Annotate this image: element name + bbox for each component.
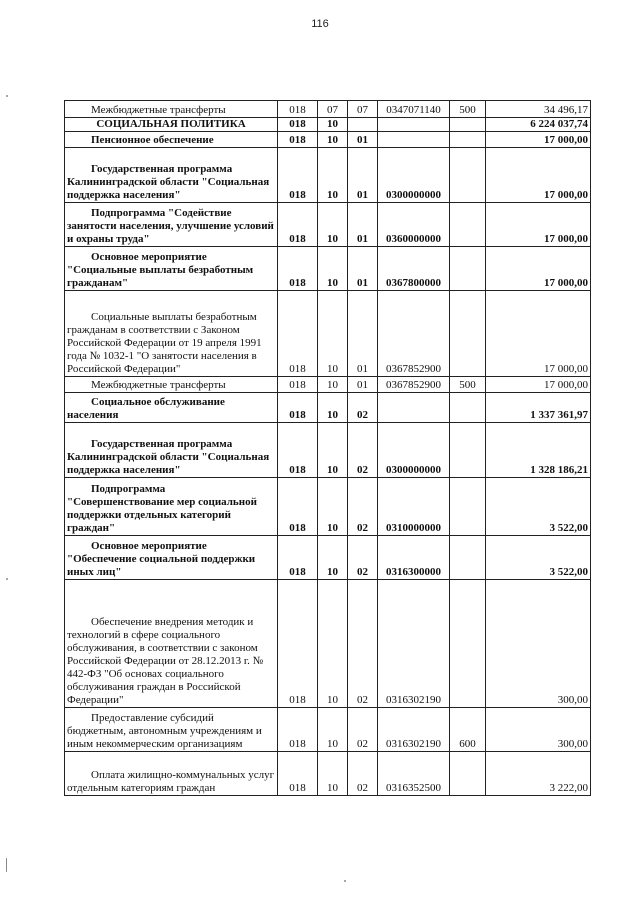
row-name: Межбюджетные трансферты xyxy=(65,377,278,393)
budget-table xyxy=(64,100,591,796)
row-amount: 17 000,00 xyxy=(486,132,591,148)
row-adm: 018 xyxy=(278,478,318,536)
row-amount: 1 328 186,21 xyxy=(486,423,591,478)
row-rz: 10 xyxy=(318,203,348,247)
row-rz: 10 xyxy=(318,247,348,291)
table-row xyxy=(65,377,591,393)
row-pr: 02 xyxy=(348,478,378,536)
row-rz: 10 xyxy=(318,536,348,580)
row-rz: 10 xyxy=(318,132,348,148)
row-name: Оплата жилищно-коммунальных услуг отдельным категориям граждан xyxy=(65,752,278,796)
row-vr xyxy=(450,752,486,796)
row-name: Основное мероприятие "Обеспечение социальной поддержки иных лиц" xyxy=(65,536,278,580)
table-row xyxy=(65,291,591,377)
row-amount: 17 000,00 xyxy=(486,291,591,377)
row-csr: 0367852900 xyxy=(378,377,450,393)
row-rz: 10 xyxy=(318,423,348,478)
row-adm: 018 xyxy=(278,377,318,393)
row-pr: 02 xyxy=(348,423,378,478)
row-pr: 01 xyxy=(348,203,378,247)
row-csr xyxy=(378,118,450,132)
row-vr xyxy=(450,423,486,478)
row-rz: 10 xyxy=(318,478,348,536)
row-adm: 018 xyxy=(278,291,318,377)
row-rz: 10 xyxy=(318,393,348,423)
row-name: СОЦИАЛЬНАЯ ПОЛИТИКА xyxy=(65,118,278,132)
row-name: Социальное обслуживание населения xyxy=(65,393,278,423)
row-amount: 1 337 361,97 xyxy=(486,393,591,423)
row-name: Государственная программа Калининградской области "Социальная поддержка населения" xyxy=(65,423,278,478)
table-row xyxy=(65,752,591,796)
row-csr: 0316352500 xyxy=(378,752,450,796)
row-vr: 500 xyxy=(450,377,486,393)
row-adm: 018 xyxy=(278,393,318,423)
table-row xyxy=(65,478,591,536)
row-adm: 018 xyxy=(278,536,318,580)
row-adm: 018 xyxy=(278,423,318,478)
scan-speck xyxy=(6,95,8,97)
row-pr: 02 xyxy=(348,708,378,752)
row-csr: 0300000000 xyxy=(378,148,450,203)
row-name: Подпрограмма "Совершенствование мер социальной поддержки отдельных категорий граждан" xyxy=(65,478,278,536)
row-adm: 018 xyxy=(278,580,318,708)
row-adm: 018 xyxy=(278,708,318,752)
row-name: Подпрограмма "Содействие занятости населения, улучшение условий и охраны труда" xyxy=(65,203,278,247)
table-row xyxy=(65,247,591,291)
row-amount: 3 522,00 xyxy=(486,478,591,536)
row-csr xyxy=(378,132,450,148)
row-amount: 17 000,00 xyxy=(486,377,591,393)
table-row xyxy=(65,536,591,580)
table-row xyxy=(65,203,591,247)
row-pr: 07 xyxy=(348,101,378,118)
table-row xyxy=(65,393,591,423)
row-pr: 01 xyxy=(348,377,378,393)
row-amount: 34 496,17 xyxy=(486,101,591,118)
table-row xyxy=(65,118,591,132)
row-pr: 01 xyxy=(348,291,378,377)
row-pr: 02 xyxy=(348,393,378,423)
row-rz: 10 xyxy=(318,118,348,132)
row-vr xyxy=(450,148,486,203)
row-rz: 10 xyxy=(318,580,348,708)
row-rz: 10 xyxy=(318,377,348,393)
row-adm: 018 xyxy=(278,247,318,291)
row-adm: 018 xyxy=(278,118,318,132)
row-name: Предоставление субсидий бюджетным, автономным учреждениям и иным некоммерческим организациям xyxy=(65,708,278,752)
row-pr: 02 xyxy=(348,752,378,796)
row-csr: 0347071140 xyxy=(378,101,450,118)
row-name: Межбюджетные трансферты xyxy=(65,101,278,118)
row-amount: 17 000,00 xyxy=(486,148,591,203)
row-adm: 018 xyxy=(278,203,318,247)
row-csr: 0360000000 xyxy=(378,203,450,247)
row-pr xyxy=(348,118,378,132)
row-vr xyxy=(450,247,486,291)
table-row xyxy=(65,148,591,203)
table-row xyxy=(65,101,591,118)
row-vr xyxy=(450,118,486,132)
row-vr xyxy=(450,203,486,247)
row-vr xyxy=(450,580,486,708)
scan-speck xyxy=(6,858,7,872)
row-pr: 02 xyxy=(348,536,378,580)
row-name: Государственная программа Калининградской области "Социальная поддержка населения" xyxy=(65,148,278,203)
row-adm: 018 xyxy=(278,132,318,148)
scan-speck xyxy=(6,578,8,580)
row-csr: 0310000000 xyxy=(378,478,450,536)
row-amount: 300,00 xyxy=(486,708,591,752)
row-rz: 10 xyxy=(318,708,348,752)
row-csr xyxy=(378,393,450,423)
table-row xyxy=(65,708,591,752)
scan-speck xyxy=(344,880,346,882)
row-csr: 0367852900 xyxy=(378,291,450,377)
table-row xyxy=(65,423,591,478)
row-vr xyxy=(450,536,486,580)
row-adm: 018 xyxy=(278,101,318,118)
row-vr xyxy=(450,132,486,148)
row-adm: 018 xyxy=(278,148,318,203)
row-rz: 10 xyxy=(318,291,348,377)
row-vr: 500 xyxy=(450,101,486,118)
table-row xyxy=(65,580,591,708)
row-amount: 300,00 xyxy=(486,580,591,708)
row-vr xyxy=(450,478,486,536)
row-pr: 01 xyxy=(348,247,378,291)
row-csr: 0316302190 xyxy=(378,580,450,708)
row-amount: 3 222,00 xyxy=(486,752,591,796)
row-amount: 6 224 037,74 xyxy=(486,118,591,132)
row-amount: 17 000,00 xyxy=(486,203,591,247)
row-csr: 0316300000 xyxy=(378,536,450,580)
row-rz: 07 xyxy=(318,101,348,118)
row-amount: 17 000,00 xyxy=(486,247,591,291)
row-csr: 0367800000 xyxy=(378,247,450,291)
row-vr xyxy=(450,291,486,377)
row-name: Обеспечение внедрения методик и технологий в сфере социального обслуживания, в соответствии с законом Российской Федерации от 28.12.2013 г. № 442-ФЗ "Об основах социального обслуживания граждан в Российской Федерации" xyxy=(65,580,278,708)
row-amount: 3 522,00 xyxy=(486,536,591,580)
row-vr xyxy=(450,393,486,423)
row-name: Основное мероприятие "Социальные выплаты безработным гражданам" xyxy=(65,247,278,291)
row-vr: 600 xyxy=(450,708,486,752)
row-rz: 10 xyxy=(318,148,348,203)
row-csr: 0316302190 xyxy=(378,708,450,752)
page-number: 116 xyxy=(311,18,329,30)
row-pr: 01 xyxy=(348,148,378,203)
table-row xyxy=(65,132,591,148)
row-name: Социальные выплаты безработным гражданам в соответствии с Законом Российской Федерации от 19 апреля 1991 года № 1032-1 "О занятости населения в Российской Федерации" xyxy=(65,291,278,377)
row-rz: 10 xyxy=(318,752,348,796)
row-csr: 0300000000 xyxy=(378,423,450,478)
row-pr: 01 xyxy=(348,132,378,148)
row-pr: 02 xyxy=(348,580,378,708)
row-adm: 018 xyxy=(278,752,318,796)
row-name: Пенсионное обеспечение xyxy=(65,132,278,148)
